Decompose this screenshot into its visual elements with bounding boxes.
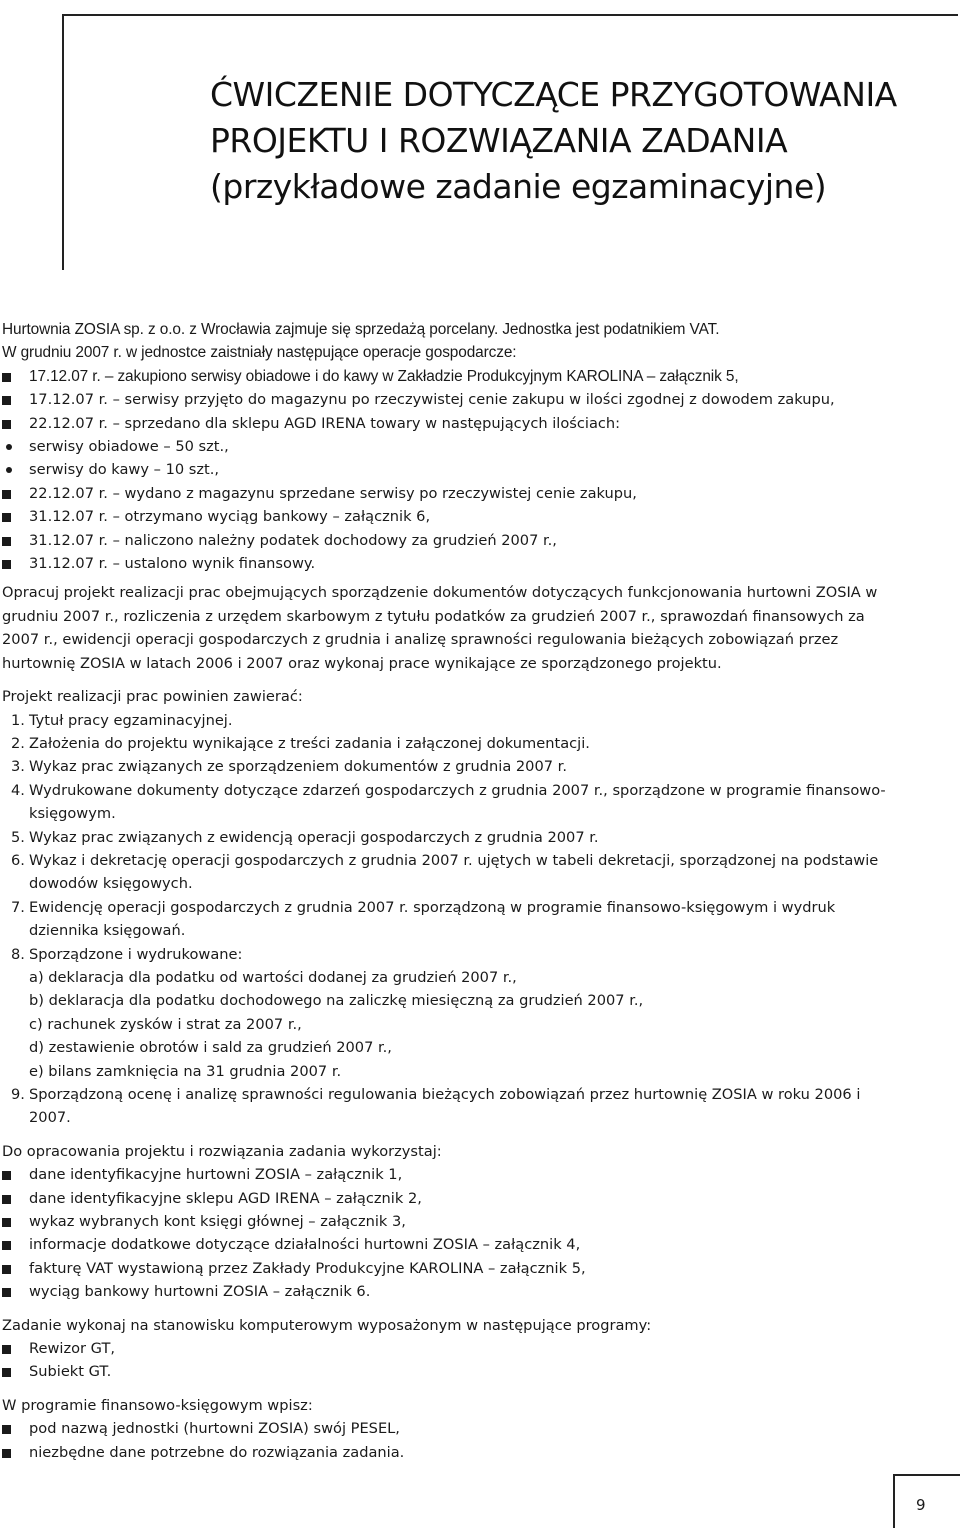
item-text: Wykaz prac związanych z ewidencją operacji gospodarczych z grudnia 2007 r. — [29, 828, 599, 846]
item-number: 5. — [11, 828, 25, 846]
resource-item: wyciąg bankowy hurtowni ZOSIA – załącznik 6. — [2, 1280, 902, 1303]
project-item — [2, 896, 902, 943]
sale-item: serwisy obiadowe – 50 szt., — [2, 435, 902, 458]
item-number: 7. — [11, 898, 25, 916]
item-number: 9. — [11, 1086, 25, 1103]
project-item — [2, 709, 902, 732]
resource-item: wykaz wybranych kont księgi głównej – załącznik 3, — [2, 1210, 902, 1233]
page-number-frame — [893, 1474, 960, 1528]
program-item: Rewizor GT, — [2, 1337, 902, 1360]
item-number: 8. — [11, 945, 25, 963]
item-text — [29, 943, 902, 1083]
item-number: 2. — [11, 734, 25, 752]
item-number: 3. — [11, 758, 25, 776]
project-item — [2, 1083, 902, 1130]
fk-item: pod nazwą jednostki (hurtowni ZOSIA) swój PESEL, — [2, 1417, 902, 1440]
project-item — [2, 826, 902, 849]
fk-item: niezbędne dane potrzebne do rozwiązania zadania. — [2, 1441, 902, 1464]
operation-item: 22.12.07 r. – wydano z magazynu sprzedane serwisy po rzeczywistej cenie zakupu, — [2, 482, 902, 505]
item-text: Wydrukowane dokumenty dotyczące zdarzeń gospodarczych z grudnia 2007 r., sporządzone w programie finansowo-księgowym. — [29, 781, 886, 823]
programs-list — [2, 1337, 902, 1384]
operation-item: 31.12.07 r. – otrzymano wyciąg bankowy – załącznik 6, — [2, 505, 902, 528]
title-line-2: PROJEKTU I ROZWIĄZANIA ZADANIA — [210, 121, 788, 160]
project-item — [2, 755, 902, 778]
program-item: Subiekt GT. — [2, 1360, 902, 1383]
item-text-main: Sporządzone i wydrukowane: — [29, 945, 243, 963]
project-heading: Projekt realizacji prac powinien zawierać: — [2, 688, 303, 706]
item-number: 4. — [11, 781, 25, 799]
operation-item: 31.12.07 r. – ustalono wynik finansowy. — [2, 552, 902, 575]
project-item — [2, 849, 902, 896]
intro-line-2: W grudniu 2007 r. w jednostce zaistniały następujące operacje gospodarcze: — [2, 344, 517, 362]
operation-item: 17.12.07 r. – serwisy przyjęto do magazynu po rzeczywistej cenie zakupu w ilości zgodnej z dowodem zakupu, — [2, 388, 902, 411]
sub-item: e) bilans zamknięcia na 31 grudnia 2007 r. — [29, 1062, 342, 1080]
item-text: Wykaz i dekretację operacji gospodarczych z grudnia 2007 r. ujętych w tabeli dekretacji, sporządzonej na podstawie dowodów księgowych. — [29, 851, 879, 893]
item-number: 1. — [11, 711, 25, 729]
operation-item: 31.12.07 r. – naliczono należny podatek dochodowy za grudzień 2007 r., — [2, 529, 902, 552]
item-text: Założenia do projektu wynikające z treści zadania i załączonej dokumentacji. — [29, 734, 590, 752]
resources-heading: Do opracowania projektu i rozwiązania zadania wykorzystaj: — [2, 1142, 442, 1160]
intro — [2, 318, 902, 388]
project-item — [2, 943, 902, 1083]
sub-item: c) rachunek zysków i strat za 2007 r., — [29, 1015, 302, 1033]
operations-list-cont — [2, 388, 902, 575]
project-item — [2, 732, 902, 755]
resource-item: dane identyfikacyjne hurtowni ZOSIA – załącznik 1, — [2, 1163, 902, 1186]
resources-list — [2, 1163, 902, 1303]
operation-item: 22.12.07 r. – sprzedano dla sklepu AGD IRENA towary w następujących ilościach: — [2, 412, 902, 435]
document-body — [2, 318, 902, 1464]
title-line-1: ĆWICZENIE DOTYCZĄCE PRZYGOTOWANIA — [210, 75, 897, 114]
item-text: Wykaz prac związanych ze sporządzeniem dokumentów z grudnia 2007 r. — [29, 758, 567, 776]
operation-item: 17.12.07 r. – zakupiono serwisy obiadowe i do kawy w Zakładzie Produkcyjnym KAROLINA – załącznik 5, — [2, 365, 902, 388]
item-text: Sporządzoną ocenę i analizę sprawności regulowania bieżących zobowiązań przez hurtownię ZOSIA w roku 2006 i 2007. — [29, 1086, 861, 1127]
item-number: 6. — [11, 851, 25, 869]
title-line-3: (przykładowe zadanie egzaminacyjne) — [210, 167, 827, 206]
intro-line-1: Hurtownia ZOSIA sp. z o.o. z Wrocławia zajmuje się sprzedażą porcelany. Jednostka jest podatnikiem VAT. — [2, 321, 720, 338]
item-text: Ewidencję operacji gospodarczych z grudnia 2007 r. sporządzoną w programie finansowo-księgowym i wydruk dziennika księgowań. — [29, 898, 836, 940]
programs-heading: Zadanie wykonaj na stanowisku komputerowym wyposażonym w następujące programy: — [2, 1316, 652, 1334]
page-number: 9 — [916, 1496, 926, 1514]
project-item — [2, 779, 902, 826]
fk-list — [2, 1417, 902, 1464]
task-paragraph: Opracuj projekt realizacji prac obejmujących sporządzenie dokumentów dotyczących funkcjonowania hurtowni ZOSIA w grudniu 2007 r., rozliczenia z urzędem skarbowym z tytułu podatków za grudzień 2007 r., sprawozdań finansowych za 2007 r., ewidencji operacji gospodarczych z grudnia i analizę sprawności regulowania bieżących zobowiązań przez hurtownię ZOSIA w latach 2006 i 2007 oraz wykonaj prace wynikające ze sporządzonego projektu. — [2, 584, 878, 672]
item-text: Tytuł pracy egzaminacyjnej. — [29, 711, 233, 729]
sale-item: serwisy do kawy – 10 szt., — [2, 458, 902, 481]
fk-heading: W programie finansowo-księgowym wpisz: — [2, 1396, 313, 1414]
page-title — [210, 72, 950, 210]
resource-item: fakturę VAT wystawioną przez Zakłady Produkcyjne KAROLINA – załącznik 5, — [2, 1257, 902, 1280]
project-items — [2, 709, 902, 1130]
resource-item: informacje dodatkowe dotyczące działalności hurtowni ZOSIA – załącznik 4, — [2, 1233, 902, 1256]
resource-item: dane identyfikacyjne sklepu AGD IRENA – załącznik 2, — [2, 1187, 902, 1210]
sub-item: d) zestawienie obrotów i sald za grudzień 2007 r., — [29, 1039, 392, 1057]
sub-item: b) deklaracja dla podatku dochodowego na zaliczkę miesięczną za grudzień 2007 r., — [29, 992, 644, 1010]
sub-item: a) deklaracja dla podatku od wartości dodanej za grudzień 2007 r., — [29, 968, 517, 986]
operations-list — [2, 365, 902, 388]
